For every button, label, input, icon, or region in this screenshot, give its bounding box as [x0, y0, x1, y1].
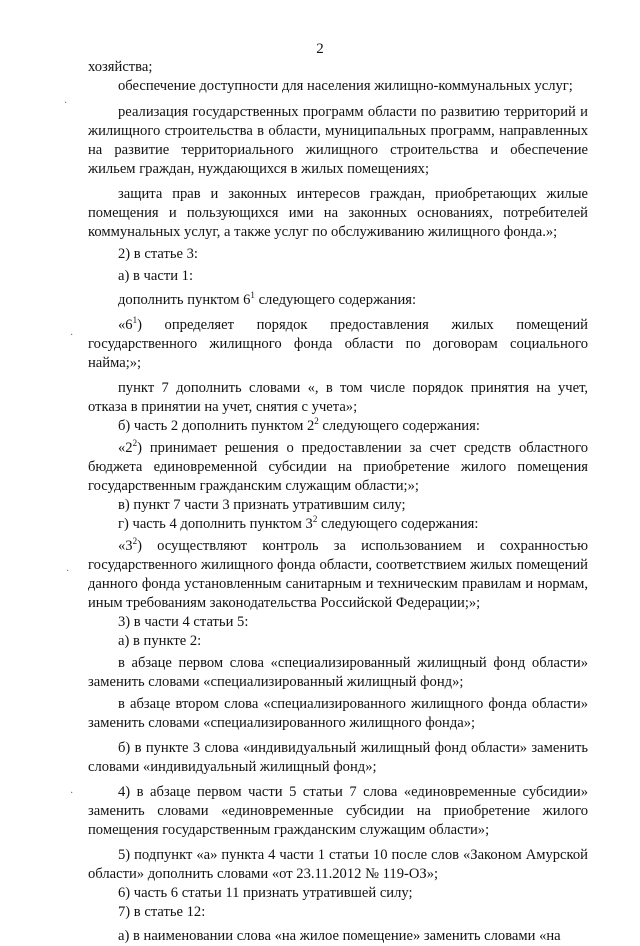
paragraph-14-text-end: ) осуществляют контроль за использованием и сохранностью государственного жилищного фонда области, соответствием жилых помещений данного фонда установленным санитарным и техническим правилам и нормам, иным требованиям законодательства Российской Федерации;»; [88, 538, 588, 611]
paragraph-18: в абзаце втором слова «специализированного жилищного фонда области» заменить словами «специализированного жилищного фонда»; [88, 696, 588, 731]
scan-speck: · [66, 566, 70, 577]
paragraph-10 [88, 417, 588, 436]
paragraph-22: 6) часть 6 статьи 11 признать утратившей силу; [118, 885, 413, 901]
paragraph-8 [88, 316, 588, 373]
superscript: 2 [314, 416, 319, 426]
paragraph-23: 7) в статье 12: [118, 904, 206, 920]
paragraph-1: хозяйства; [88, 59, 153, 75]
paragraph-13-text-end: следующего содержания: [317, 516, 479, 532]
paragraph-17: в абзаце первом слова «специализированный жилищный фонд области» заменить словами «специализированный жилищный фонд»; [88, 655, 588, 690]
page-number: 2 [316, 41, 324, 57]
paragraph-7-text-end: следующего содержания: [254, 292, 417, 308]
scan-speck: · [70, 330, 74, 341]
superscript: 1 [132, 315, 138, 325]
superscript: 1 [250, 290, 255, 300]
superscript: 2 [132, 438, 138, 448]
paragraph-11 [88, 439, 588, 496]
paragraph-15: 3) в части 4 статьи 5: [118, 614, 249, 630]
paragraph-6: а) в части 1: [118, 268, 194, 284]
paragraph-19: б) в пункте 3 слова «индивидуальный жилищный фонд области» заменить словами «индивидуальный жилищный фонд»; [88, 740, 588, 775]
paragraph-11-text-end: ) принимает решения о предоставлении за счет средств областного бюджета единовременной субсидии на приобретение жилого помещения государственным гражданским служащим области;»; [88, 440, 588, 494]
paragraph-7-text: дополнить пунктом 6 [118, 292, 251, 308]
paragraph-9: пункт 7 дополнить словами «, в том числе порядок принятия на учет, отказа в принятии на учет, снятия с учета»; [88, 380, 588, 415]
paragraph-10-text-end: следующего содержания: [318, 418, 480, 434]
paragraph-21: 5) подпункт «а» пункта 4 части 1 статьи 10 после слов «Законом Амурской области» дополнить словами «от 23.11.2012 № 119-ОЗ»; [88, 847, 588, 882]
paragraph-12: в) пункт 7 части 3 признать утратившим силу; [118, 497, 406, 513]
paragraph-3: реализация государственных программ области по развитию территорий и жилищного строительства в области, муниципальных программ, направленных на развитие территориального жилищного строительства и обеспечение жильем граждан, нуждающихся в жилых помещениях; [88, 104, 588, 177]
paragraph-10-text: б) часть 2 дополнить пунктом 2 [118, 418, 315, 434]
paragraph-14 [88, 537, 588, 613]
paragraph-20: 4) в абзаце первом части 5 статьи 7 слова «единовременные субсидии» заменить словами «единовременные субсидии на приобретение жилого помещения государственным гражданским служащим области»; [88, 784, 588, 838]
superscript: 2 [132, 536, 138, 546]
paragraph-8-text-end: ) определяет порядок предоставления жилых помещений государственного жилищного фонда области по договорам социального найма;»; [88, 317, 588, 371]
paragraph-4: защита прав и законных интересов граждан, приобретающих жилые помещения и пользующихся ими на законных основаниях, потребителей коммунальных услуг, а также услуг по обслуживанию жилищного фонда.»; [88, 186, 588, 240]
paragraph-5: 2) в статье 3: [118, 246, 198, 262]
paragraph-8-text: «6 [118, 317, 133, 333]
paragraph-16: а) в пункте 2: [118, 633, 202, 649]
paragraph-13-text: г) часть 4 дополнить пунктом 3 [118, 516, 313, 532]
document-body [88, 58, 588, 946]
paragraph-2: обеспечение доступности для населения жилищно-коммунальных услуг; [118, 78, 573, 94]
paragraph-24: а) в наименовании слова «на жилое помещение» заменить словами «на [118, 928, 561, 944]
paragraph-7 [88, 291, 588, 310]
scan-speck: · [70, 788, 74, 799]
paragraph-14-text: «3 [118, 538, 133, 554]
paragraph-11-text: «2 [118, 440, 133, 456]
superscript: 2 [312, 514, 318, 524]
paragraph-13 [88, 515, 588, 534]
scan-speck: · [64, 98, 68, 109]
